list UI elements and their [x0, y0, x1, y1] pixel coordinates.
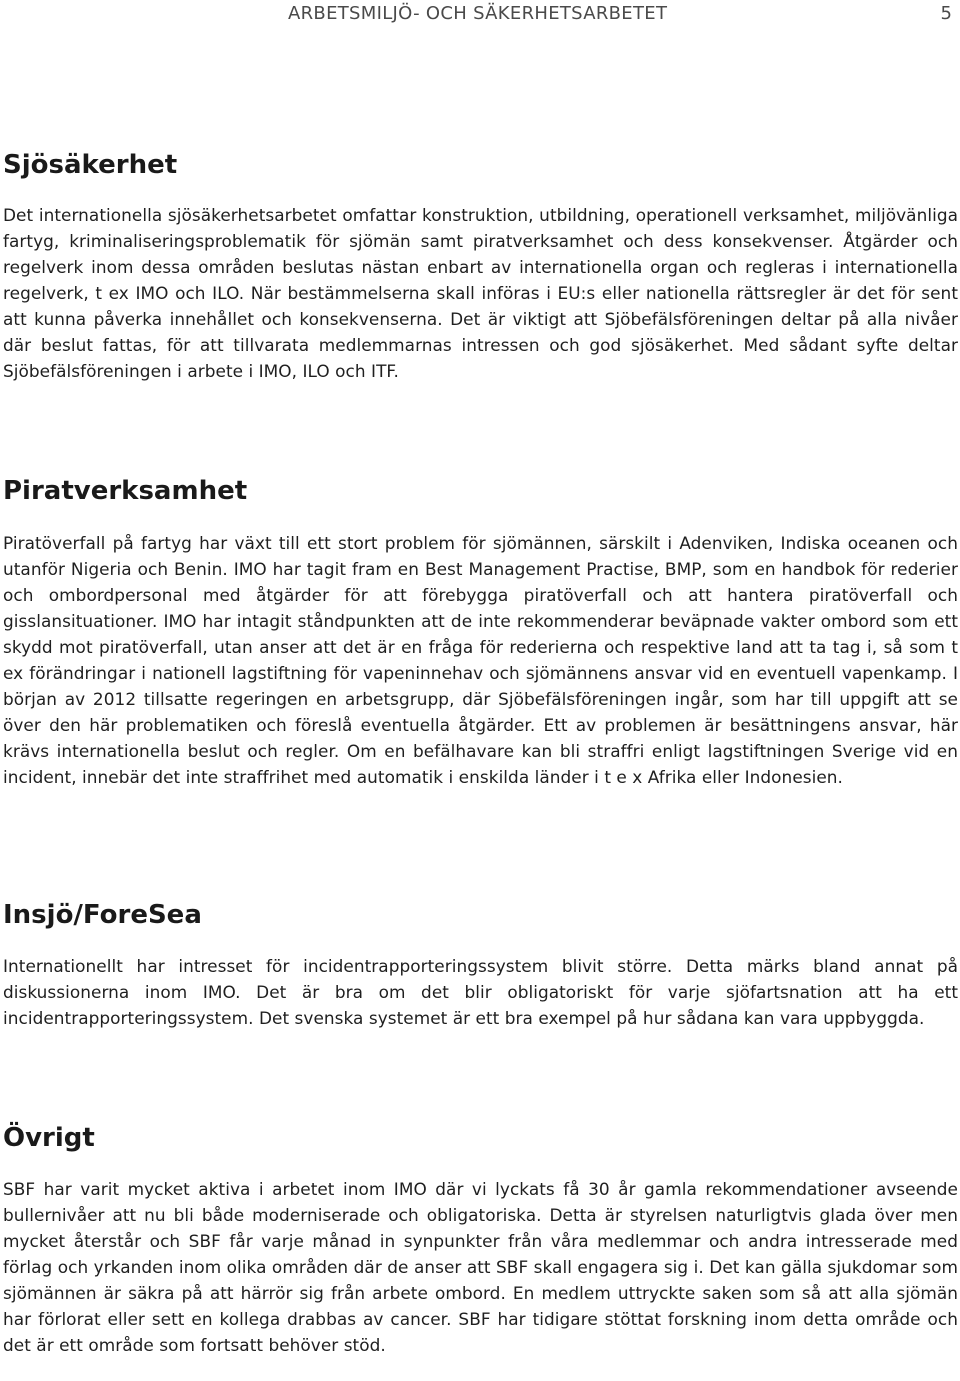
section-heading: Sjösäkerhet: [3, 150, 178, 180]
section-body: Piratöverfall på fartyg har växt till ett stort problem för sjömännen, särskilt i Adenviken, Indiska oceanen och utanför Nigeria och Benin. IMO har tagit fram en Best Management Practise, BMP, som en handbok för rederier och ombordpersonal med åtgärder för att förebygga piratöverfall och att hantera piratöverfall och gisslansituationer. IMO har intagit ståndpunkten att de inte rekommenderar beväpnade vakter ombord som ett skydd mot piratöverfall, utan anser att det är en fråga för rederierna och respektive land att ta tag i, så som t ex förändringar i nationell lagstiftning för vapeninnehav och sjömännens ansvar vid en eventuell vapenkamp. I början av 2012 tillsatte regeringen en arbetsgrupp, där Sjöbefälsföreningen ingår, som har till uppgift att se över den här problematiken och föreslå eventuella åtgärder. Ett av problemen är besättningens ansvar, här krävs internationella beslut och regler. Om en befälhavare kan bli straffri enligt lagstiftningen Sverige vid en incident, innebär det inte straffrihet med automatik i enskilda länder i t e x Afrika eller Indonesien.: [3, 533, 958, 787]
section-insjo-foresea: [3, 900, 958, 1031]
section-body: Det internationella sjösäkerhetsarbetet omfattar konstruktion, utbildning, operationell verksamhet, miljövänliga fartyg, kriminaliseringsproblematik för sjömän samt piratverksamhet och dess konsekvenser. Åtgärder och regelverk inom dessa områden beslutas nästan enbart av internationella organ och regleras i internationella regelverk, t ex IMO och ILO. När bestämmelserna skall införas i EU:s eller nationella rättsregler är det för sent att kunna påverka innehållet och konsekvenserna. Det är viktigt att Sjöbefälsföreningen deltar på alla nivåer där beslut fattas, för att tillvarata medlemmarnas intressen och god sjösäkerhet. Med sådant syfte deltar Sjöbefälsföreningen i arbete i IMO, ILO och ITF.: [3, 205, 958, 381]
page-number: 5: [940, 3, 952, 24]
running-header: [0, 0, 960, 30]
section-sjosakerhet: [3, 150, 958, 384]
section-heading: Piratverksamhet: [3, 476, 248, 506]
section-body: Internationellt har intresset för incidentrapporteringssystem blivit större. Detta märks bland annat på diskussionerna inom IMO. Det är bra om det blir obligatoriskt för varje sjöfartsnation att ha ett incidentrapporteringssystem. Det svenska systemet är ett bra exempel på hur sådana kan vara uppbyggda.: [3, 956, 958, 1028]
section-heading: Övrigt: [3, 1123, 95, 1153]
section-body: SBF har varit mycket aktiva i arbetet inom IMO där vi lyckats få 30 år gamla rekommendationer avseende bullernivåer att nu bli både moderniserade och obligatoriska. Detta är styrelsen naturligtvis glada över men mycket återstår och SBF får varje månad in synpunkter från våra medlemmar och andra intresserade med förlag och yrkanden inom olika områden där de anser att SBF skall engagera sig i. Det kan gälla sjukdomar som sjömännen är säkra på att härrör sig från arbete ombord. En medlem uttryckte saken som så att alla sjömän har förlorat eller sett en kollega drabbas av cancer. SBF har tidigare stöttat forskning inom detta område och det är ett område som fortsatt behöver stöd.: [3, 1179, 958, 1355]
header-title: ARBETSMILJÖ- OCH SÄKERHETSARBETET: [288, 3, 668, 24]
section-heading: Insjö/ForeSea: [3, 900, 202, 930]
section-piratverksamhet: [3, 476, 958, 790]
section-ovrigt: [3, 1123, 958, 1358]
